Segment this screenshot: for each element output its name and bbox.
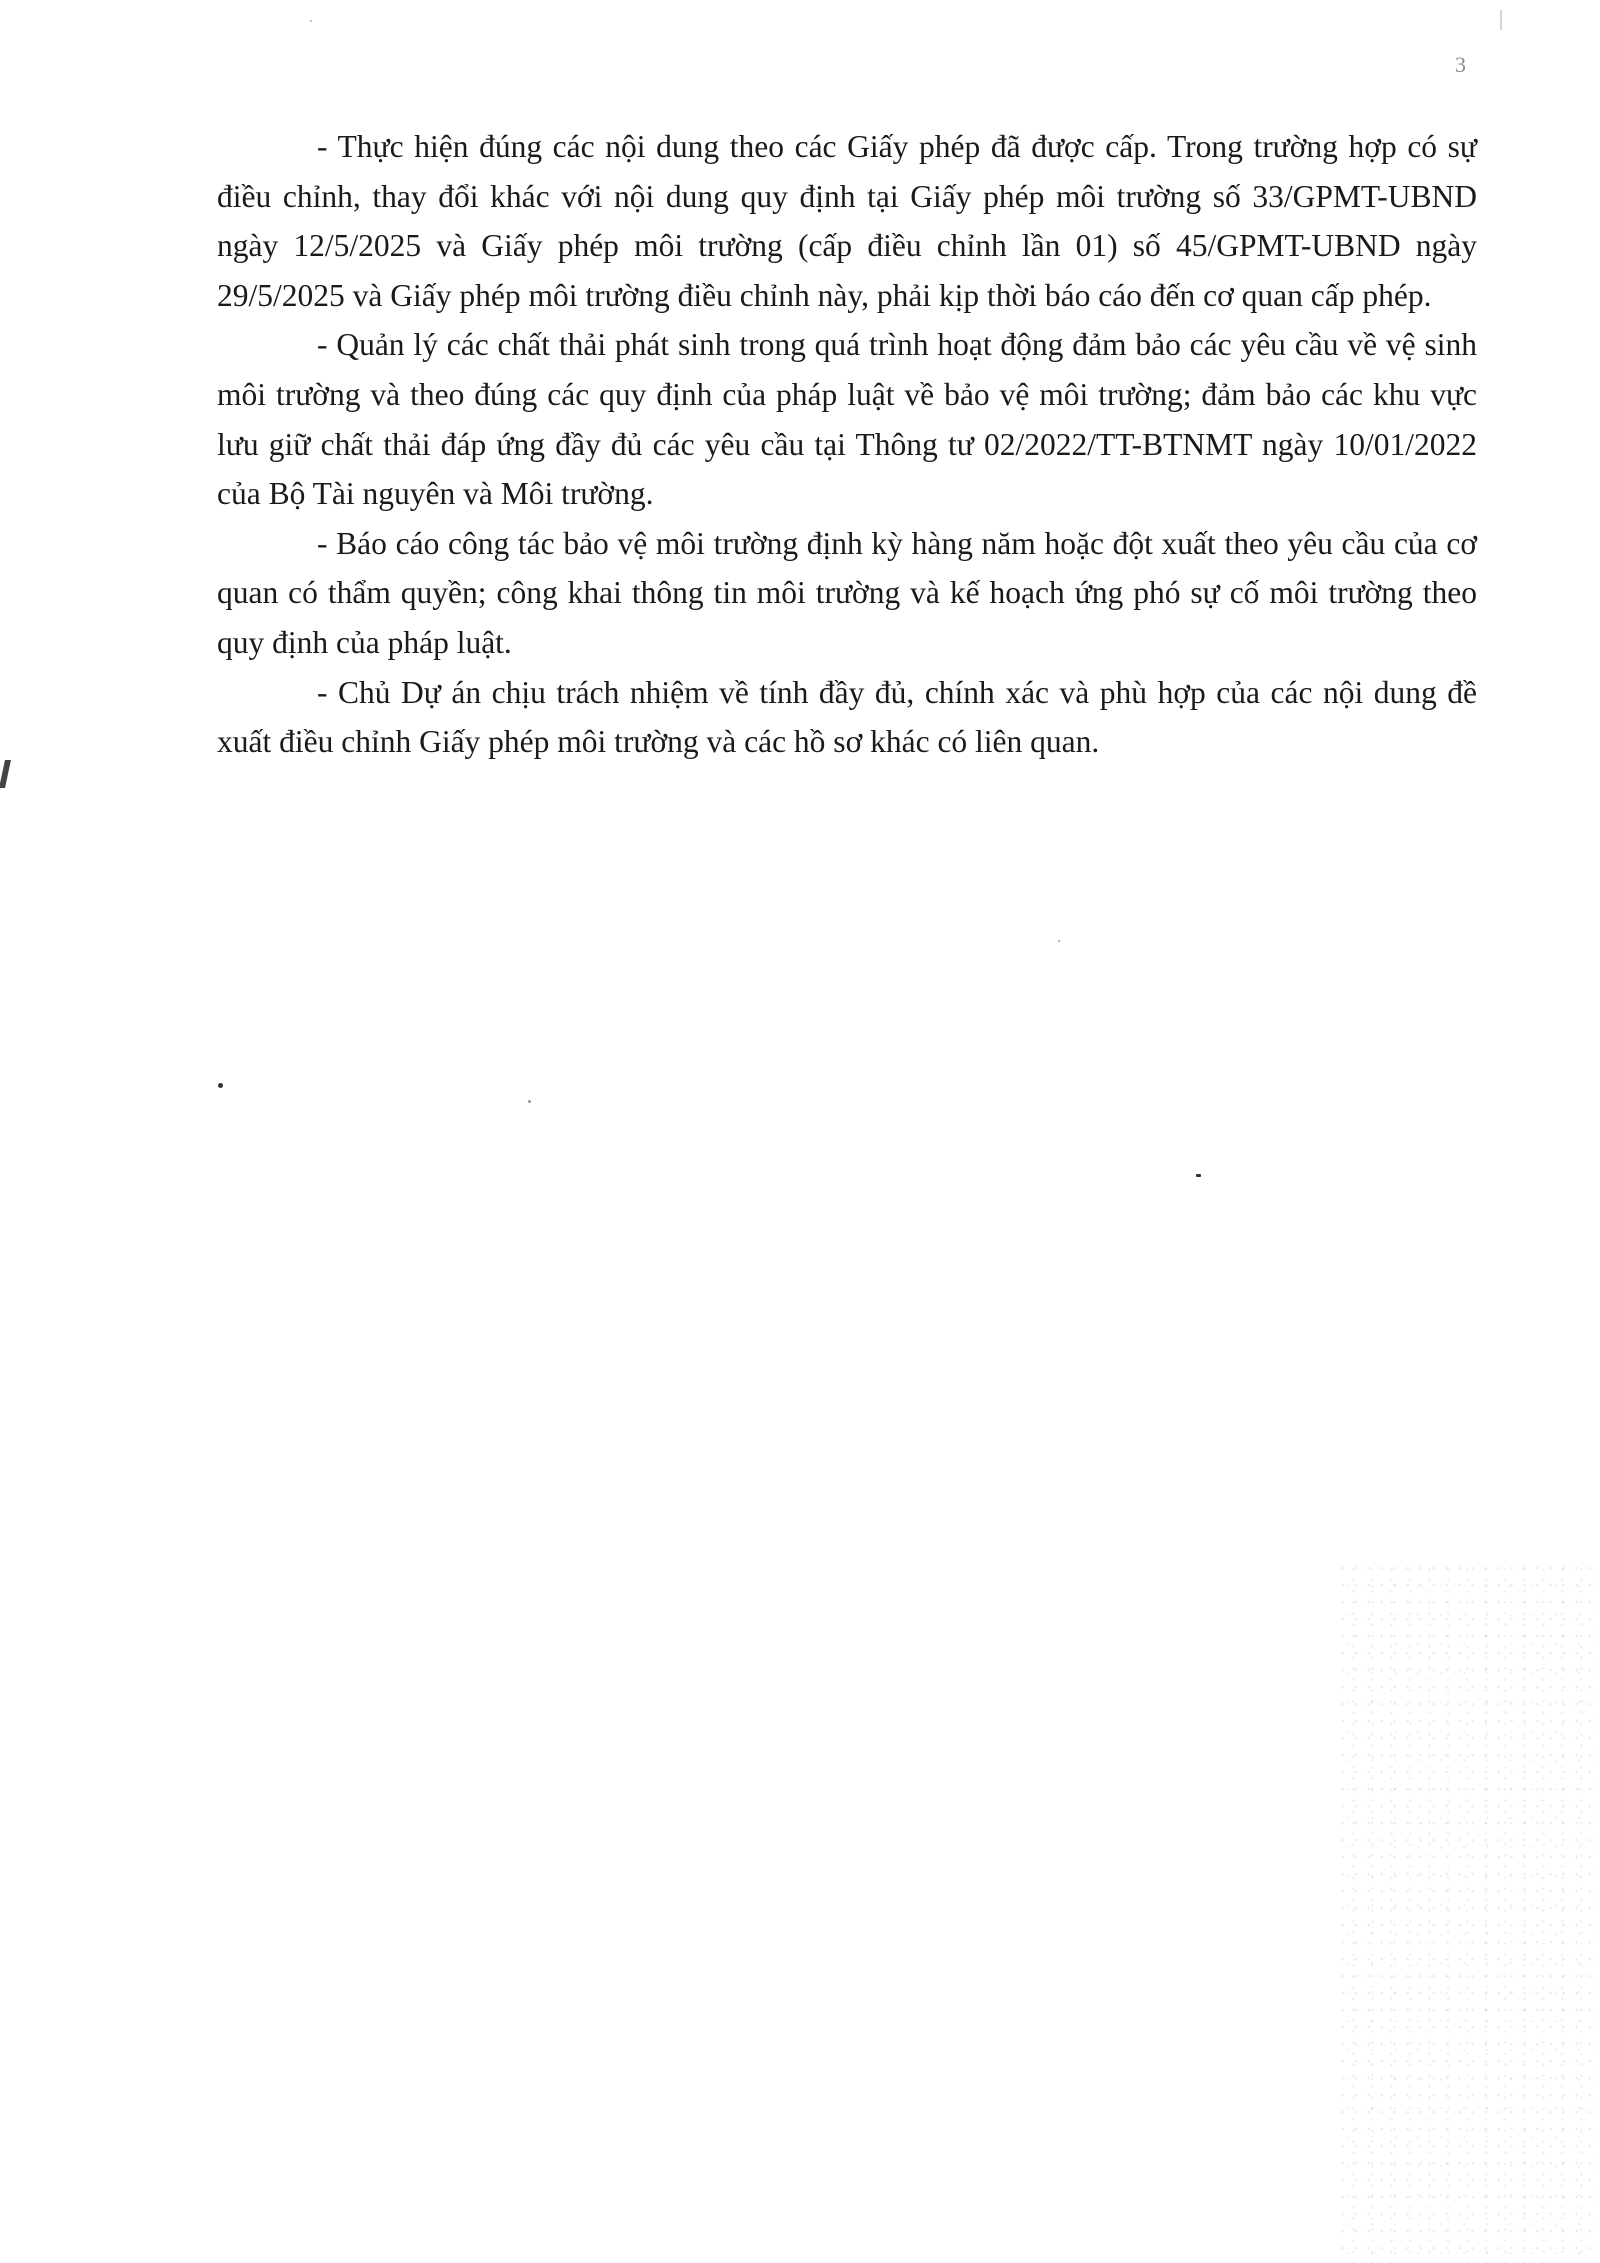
scan-speck bbox=[310, 20, 312, 22]
scan-speck bbox=[1196, 1174, 1201, 1177]
page-number-mark: 3 bbox=[1455, 52, 1468, 77]
paragraph-environmental-reporting: - Báo cáo công tác bảo vệ môi trường định kỳ hàng năm hoặc đột xuất theo yêu cầu của cơ quan có thẩm quyền; công khai thông tin môi trường và kế hoạch ứng phó sự cố môi trường theo quy định của pháp luật. bbox=[217, 525, 1477, 660]
scan-speck bbox=[528, 1100, 531, 1103]
scan-speck bbox=[218, 1083, 223, 1088]
scan-speck bbox=[1058, 940, 1060, 942]
paragraph-permit-compliance: - Thực hiện đúng các nội dung theo các Giấy phép đã được cấp. Trong trường hợp có sự điều chỉnh, thay đổi khác với nội dung quy định tại Giấy phép môi trường số 33/GPMT-UBND ngày 12/5/2025 và Giấy phép môi trường (cấp điều chỉnh lần 01) số 45/GPMT-UBND ngày 29/5/2025 và Giấy phép môi trường điều chỉnh này, phải kịp thời báo cáo đến cơ quan cấp phép. bbox=[217, 129, 1477, 313]
scan-speck bbox=[1500, 10, 1502, 30]
scan-noise bbox=[1340, 1563, 1600, 2263]
paragraph-waste-management: - Quản lý các chất thải phát sinh trong quá trình hoạt động đảm bảo các yêu cầu về vệ sinh môi trường và theo đúng các quy định của pháp luật về bảo vệ môi trường; đảm bảo các khu vực lưu giữ chất thải đáp ứng đầy đủ các yêu cầu tại Thông tư 02/2022/TT-BTNMT ngày 10/01/2022 của Bộ Tài nguyên và Môi trường. bbox=[217, 327, 1477, 512]
document-body bbox=[217, 122, 1477, 767]
scan-edge-mark bbox=[0, 760, 11, 788]
paragraph-owner-responsibility: - Chủ Dự án chịu trách nhiệm về tính đầy đủ, chính xác và phù hợp của các nội dung đề xuất điều chỉnh Giấy phép môi trường và các hồ sơ khác có liên quan. bbox=[217, 674, 1477, 760]
